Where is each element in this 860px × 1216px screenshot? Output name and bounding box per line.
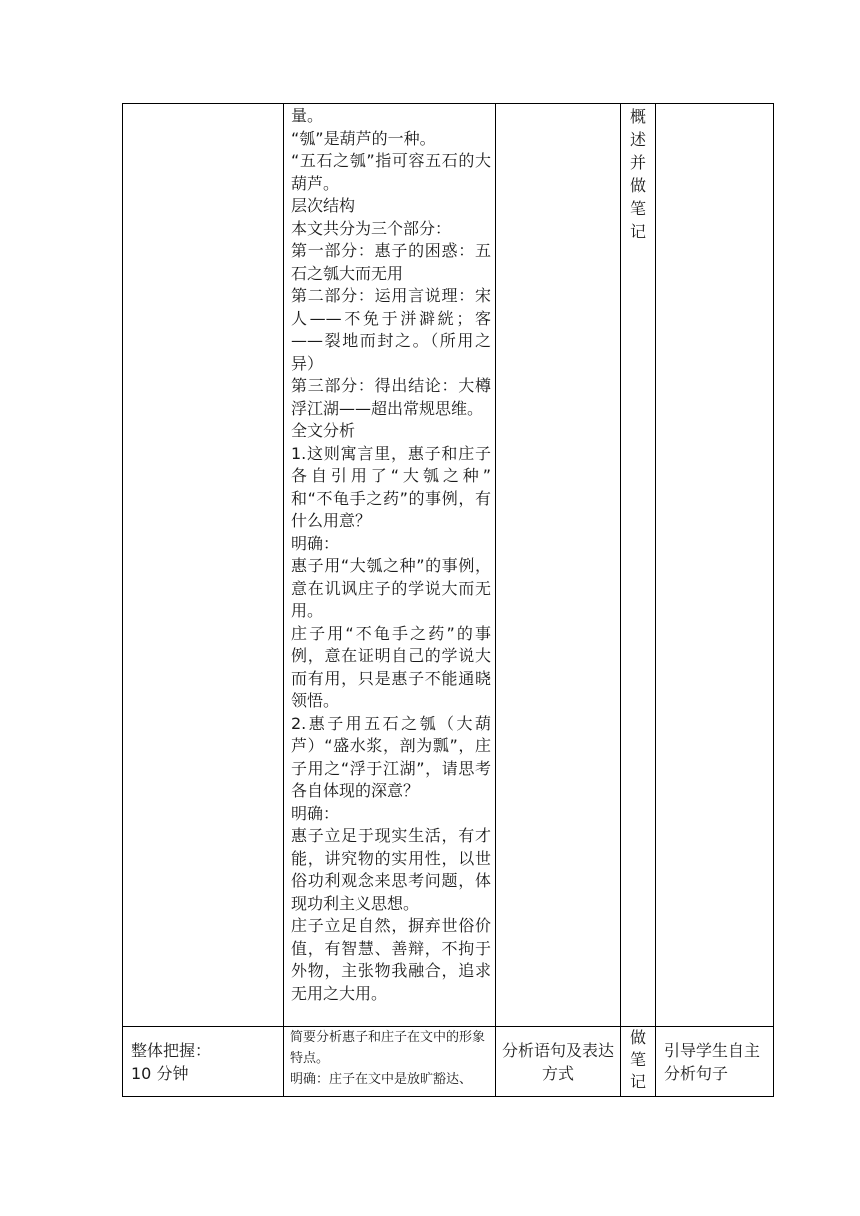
content-text xyxy=(284,1027,495,1090)
lesson-plan-table xyxy=(122,103,774,1097)
text-line: 庄子用“不龟手之药”的事例，意在证明自己的学说大而有用，只是惠子不能通晓领悟。 xyxy=(291,623,491,710)
teacher-activity-cell xyxy=(496,1027,621,1097)
text-line: 明确： xyxy=(291,533,340,553)
vertical-char: 并 xyxy=(629,153,646,172)
table-row xyxy=(123,104,774,1027)
text-line: 明确：庄子在文中是放旷豁达、 xyxy=(290,1072,473,1087)
vertical-char: 记 xyxy=(629,222,646,241)
vertical-char: 笔 xyxy=(629,199,646,218)
vertical-char: 述 xyxy=(629,130,646,149)
vertical-char: 做 xyxy=(629,176,646,195)
vertical-char: 概 xyxy=(629,107,646,126)
stage-title: 整体把握： xyxy=(131,1041,212,1060)
text-line: 本文共分为三个部分： xyxy=(291,218,452,238)
question-line: 2.惠子用五石之瓠（大葫芦）“盛水浆，剖为瓢”，庄子用之“浮于江湖”，请思考各自体现的深意？ xyxy=(291,713,491,800)
content-cell xyxy=(284,1027,496,1097)
question-line: 1.这则寓言里，惠子和庄子各自引用了“大瓠之种” 和“不龟手之药”的事例，有什么用意？ xyxy=(291,443,491,530)
student-activity-cell xyxy=(621,104,656,1027)
student-activity-cell xyxy=(621,1027,656,1097)
stage-duration: 10 分钟 xyxy=(131,1064,189,1083)
vertical-char: 笔 xyxy=(629,1050,646,1069)
design-intent-cell xyxy=(656,104,774,1027)
content-text xyxy=(284,104,495,1005)
section-heading: 层次结构 xyxy=(291,196,356,215)
stage-text xyxy=(123,1027,283,1085)
design-intent-cell xyxy=(656,1027,774,1097)
student-activity-text xyxy=(621,1027,655,1093)
stage-cell xyxy=(123,104,284,1027)
text-line: “五石之瓠”指可容五石的大葫芦。 xyxy=(291,151,491,193)
table-row xyxy=(123,1027,774,1097)
section-heading: 全文分析 xyxy=(291,421,356,440)
text-line: 量。 xyxy=(291,106,324,125)
student-activity-text xyxy=(621,104,655,243)
text-line: 简要分析惠子和庄子在文中的形象特点。 xyxy=(290,1030,486,1066)
text-line: “瓠”是葫芦的一种。 xyxy=(291,128,436,148)
text-line: 明确： xyxy=(291,803,340,823)
text-line: 第一部分：惠子的困惑：五石之瓠大而无用 xyxy=(291,241,491,283)
text-line: 第二部分：运用言说理：宋人——不免于洴澼絖；客——裂地而封之。（所用之异） xyxy=(291,286,491,373)
vertical-char: 做 xyxy=(629,1028,646,1047)
text-line: 庄子立足自然，摒弃世俗价值，有智慧、善辩，不拘于外物，主张物我融合，追求无用之大用。 xyxy=(291,916,491,1003)
stage-cell xyxy=(123,1027,284,1097)
design-intent-text: 引导学生自主分析句子 xyxy=(664,1041,761,1083)
vertical-char: 记 xyxy=(629,1072,646,1091)
teacher-activity-cell xyxy=(496,104,621,1027)
teacher-activity-text: 分析语句及表达方式 xyxy=(502,1041,615,1083)
text-line: 惠子立足于现实生活，有才能，讲究物的实用性，以世俗功利观念来思考问题，体现功利主义思想。 xyxy=(291,826,491,913)
text-line: 第三部分：得出结论：大樽浮江湖——超出常规思维。 xyxy=(291,376,491,418)
content-cell xyxy=(284,104,496,1027)
text-line: 惠子用“大瓠之种”的事例，意在讥讽庄子的学说大而无用。 xyxy=(291,556,491,620)
